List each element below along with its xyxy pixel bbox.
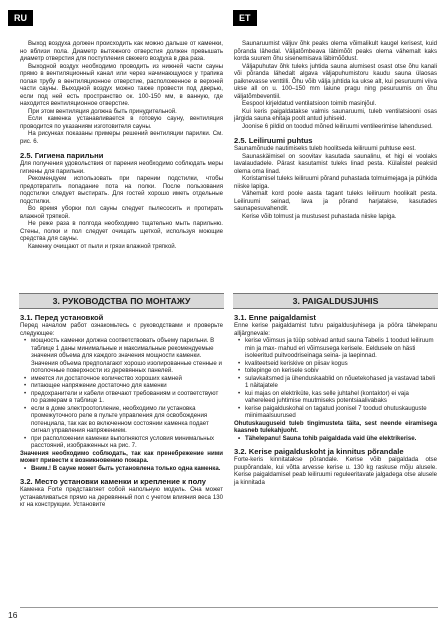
ru-lower-column [20,313,223,509]
warning-text: Значения необходимо соблюдать, так как пренебрежение ними может привести к возникновению пожара. [20,449,223,464]
list-item: • kui majas on elektriküte, kas selle juhtahel (kontaktor) ei vaja vahereleed juhtimise muutmiseks potentsiaalivabaks [245,390,437,405]
section-band-ru: 3. РУКОВОДСТВА ПО МОНТАЖУ [19,293,224,309]
paragraph: На рисунках показаны примеры решений вентиляции парилки. См. рис. 6. [20,130,223,145]
section-heading-2-5: 2.5. Leiliruumi puhtus [234,136,313,145]
section-band-et: 3. PAIGALDUSJUHIS [233,293,438,309]
paragraph: Рекомендуем использовать при парении подстилки, чтобы предотвратить попадание пота на полки. После пользования подстилки следует выстирать. Для гостей хорошо иметь отдельные подстилки. [20,175,223,205]
list-item: • kerise võimsus ja tüüp sobivad antud sauna Tabelis 1 toodud leiliruum min ja max- mahud eri võimsusega kerisele. Eeldusele on hästi isoleeritud puitvoodriseinaga seina- ja laepinnad. [245,337,437,360]
warning-text: Ohutuskauguseid tuleb tingimusteta täita, sest neende eiramisega kaasneb tulekahjuoht. [234,419,437,434]
checklist [234,337,437,420]
list-item: • Вним.! В сауне может быть установлена только одна каменка. [31,465,223,473]
paragraph: Выход воздуха должен происходить как можно дальше от каменки, но вблизи пола. Диаметр вытяжного отверстия должен превышать диаметр отверстия для поступления свежего воздуха в два раза. [20,40,223,62]
paragraph: Väljapuhutav õhk tuleks juhtida sauna alumisest osast otse õhu kanali või põranda lähedalt algava väljapuhumistoru kaudu sauna ülaosas paiknevasse venttilli. Õhu võib välja juhtida ka ukse alt, kui pesuruumi viiva ukse all on u. 100–150 mm laiune pragu ning pesuruumis on õhu väljatõmbeventiil. [234,62,437,100]
checklist [20,337,223,450]
list-item: • sulavkaitsmed ja ühenduskaablid on nõuetekohased ja vastavad tabeli 1 näitajatele [245,375,437,390]
page-number: 16 [8,610,18,620]
list-item: • kvaliteetseid keriskive on piisav kogus [245,360,437,368]
paragraph: Kui keris paigaldatakse valmis saunaruumi, tuleb ventilatsiooni osas järgida sauna ehitaja poolt antud juhiseid. [234,107,437,122]
paragraph: Если каменка устанавливается в готовую сауну, вентиляция проводится по указаниям изготовителя сауны. [20,115,223,130]
paragraph: Во время уборки пол сауны следует пылесосить и протирать влажной тряпкой. [20,205,223,220]
paragraph: Каменку очищают от пыли и грязи влажной тряпкой. [28,242,177,250]
list-item: • toitepinge on kerisele sobiv [245,367,437,375]
paragraph: Выходной воздух необходимо проводить из нижней части сауны прямо в вентиляционный канал или через начинающуюся у трапика полая трубу в вентиляционное отверстие, расположенное в верхней части сауны. Выходной воздух можно также провести под дверью, если под ней есть пространство ок. 100-150 мм, в ванную, где находится вентиляционное отверстие. [20,62,223,107]
section-heading-3-2: 3.2. Kerise paigalduskoht ja kinnitus põrandale [234,447,404,456]
list-item: • предохранители и кабели отвечают требованиям и соответствуют по размерам в таблице 1. [31,390,223,405]
paragraph: Каменка Forte представляет собой напольную модель. Она может устанавливаться прямо на деревянный пол с учетом влияния веса 130 кг на конструкции. Установите [20,486,223,508]
footer-divider [20,607,438,608]
list-item: • при расположении каменки выполняются условия минимальных расстояний, изображенных на рис. 7. [31,435,223,450]
paragraph: Не реже раза в полгода необходимо тщательно мыть парильню. Стены, полки и пол следует очищать щеткой, используя моющие средства для сауны. [20,220,223,242]
paragraph: Kerise võib tolmust ja mustusest puhastada niiske lapiga. [242,212,397,220]
language-tab-ru: RU [8,10,33,26]
ru-upper-column [20,40,223,250]
paragraph: Для получения удовольствия от парения необходимо соблюдать меры гигиены для парильни. [20,160,223,175]
section-heading-3-1: 3.1. Перед установкой [20,313,104,322]
paragraph: Eespool kirjeldatud ventilatsioon toimib masinjõul. [242,100,377,107]
note-list [234,435,437,443]
paragraph: Koristamisel tuleks leiliruumi põrand puhastada tolmuimejaga ja pühkida niiske lapiga. [234,175,437,190]
paragraph: Saunaskäimisel on soovitav kasutada saunalinu, et higi ei voolaks lavalaudadele. Pärast kasutamist tuleks linad pesta. Külalistel peaksid olema oma linad. [234,152,437,175]
paragraph: Vähemalt kord poole aasta tagant tuleks leiliruum hoolikalt pesta. Leiliruumi seinad, lava ja põrand harjatakse, kasutades saunapesuvahendit. [234,190,437,212]
et-upper-column [234,40,437,220]
list-item: • имеется ли достаточное количество хороших камней [31,375,223,383]
list-item: • если в доме электроотопление, необходимо ли установка промежуточного реле в пульте управления для освобождения потенциала, так как во включенном состоянии каменка подает сигнал управления напряжением. [31,405,223,435]
list-item: • kerise paigalduskohal on tagatud joonisel 7 toodud ohutuskauguste miinimaalsuurused [245,405,437,420]
paragraph: Saunamõnude nautimiseks tuleb hoolitseda leiliruumi puhtuse eest. [234,145,416,152]
note-list [20,465,223,473]
paragraph: Forte-keris kinnitatakse põrandale. Kerise võib paigaldada otse puupõrandale, kui võtta arvesse kerise u. 130 kg raskuse mõju alusele. Kerise paigaldamisel peab leiliruumi reguleeritavate jalgadega otse alusele ja kinnitada [234,456,437,486]
list-item: • Tähelepanu! Sauna tohib paigaldada vaid ühe elektrikerise. [245,435,437,443]
paragraph: Saunaruumist väljuv õhk peaks olema võimalikult kaugel kerisest, kuid põranda lähedal. Väljatõmbeava läbimõõt peaks olema vähemalt kaks korda suurem õhu sisenemisava läbimõõdust. [234,40,437,62]
paragraph: Enne kerise paigaldamist tutvu paigaldusjuhisega ja pööra tähelepanu alljärgnevale: [234,322,437,337]
list-item: • мощность каменки должна соответствовать объему парильни. В таблице 1 даны минимальные и максимальные рекомендуемые значения объема для каждого значения мощности каменки. Значения объема предполагают хорошо изолированные стенные и потолочные поверхности из деревянных панелей. [31,337,223,375]
language-tab-et: ET [233,10,257,26]
section-heading-3-2: 3.2. Место установки каменки и крепление к полу [20,477,206,486]
list-item: • питающее напряжение достаточно для каменки [31,382,223,390]
section-heading-3-1: 3.1. Enne paigaldamist [234,313,316,322]
et-lower-column [234,313,437,486]
section-heading-2-5: 2.5. Гигиена парильни [20,151,104,160]
paragraph: При этом вентиляция должна быть принудительной. [28,107,177,115]
paragraph: Перед началом работ ознакомьтесь с руководствами и проверьте следующее: [20,322,223,337]
paragraph: Joonise 6 pildid on toodud mõned leiliruumi ventileerimise lahendused. [242,122,433,130]
